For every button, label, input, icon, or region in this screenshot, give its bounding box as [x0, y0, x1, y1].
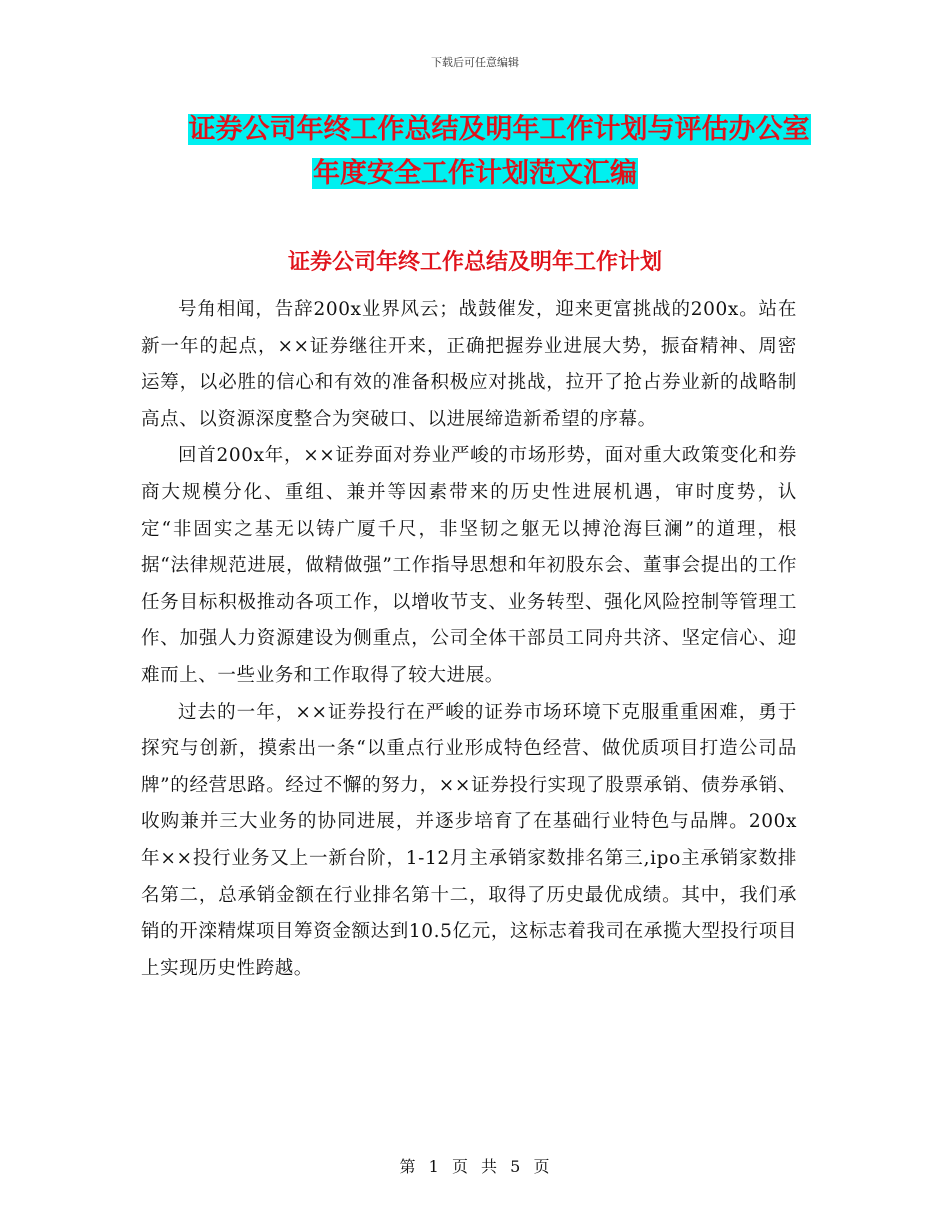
- document-title-line-2: [0, 154, 950, 194]
- document-title-line-1: [0, 110, 950, 150]
- footer-prefix: 第: [399, 1157, 417, 1176]
- section-title: 证券公司年终工作总结及明年工作计划: [287, 250, 662, 275]
- footer-total-word: 共: [481, 1157, 499, 1176]
- paragraph-2: 回首200x年，××证券面对券业严峻的市场形势，面对重大政策变化和券商大规模分化、重组、兼并等因素带来的历史性进展机遇，审时度势，认定“非固实之基无以铸广厦千尺，非坚韧之躯无以搏沧海巨澜”的道理，根据“法律规范进展，做精做强”工作指导思想和年初股东会、董事会提出的工作任务目标积极推动各项工作，以增收节支、业务转型、强化风险控制等管理工作、加强人力资源建设为侧重点，公司全体干部员工同舟共济、坚定信心、迎难而上、一些业务和工作取得了较大进展。: [141, 445, 797, 686]
- header-note: 下载后可任意编辑: [431, 56, 519, 69]
- page-footer: [0, 1154, 950, 1177]
- document-title-text-2: 年度安全工作计划范文汇编: [313, 158, 637, 189]
- footer-page-number: 1: [428, 1157, 440, 1176]
- document-body: [141, 292, 797, 987]
- footer-total-pages: 5: [510, 1157, 522, 1176]
- paragraph-3: 过去的一年，××证券投行在严峻的证券市场环境下克服重重困难，勇于探究与创新，摸索出一条“以重点行业形成特色经营、做优质项目打造公司品牌”的经营思路。经过不懈的努力，××证券投行实现了股票承销、债券承销、收购兼并三大业务的协同进展，并逐步培育了在基础行业特色与品牌。200x年××投行业务又上一新台阶，1-12月主承销家数排名第三,ipo主承销家数排名第二，总承销金额在行业排名第十二，取得了历史最优成绩。其中，我们承销的开滦精煤项目筹资金额达到10.5亿元，这标志着我司在承揽大型投行项目上实现历史性跨越。: [141, 701, 797, 979]
- footer-suffix: 页: [533, 1157, 551, 1176]
- document-title-text-1: 证券公司年终工作总结及明年工作计划与评估办公室: [188, 114, 810, 145]
- paragraph-1: 号角相闻，告辞200x业界风云；战鼓催发，迎来更富挑战的200x。站在新一年的起点，××证券继往开来，正确把握券业进展大势，振奋精神、周密运筹，以必胜的信心和有效的准备积极应对挑战，拉开了抢占券业新的战略制高点、以资源深度整合为突破口、以进展缔造新希望的序幕。: [141, 299, 797, 430]
- footer-page-word: 页: [451, 1157, 469, 1176]
